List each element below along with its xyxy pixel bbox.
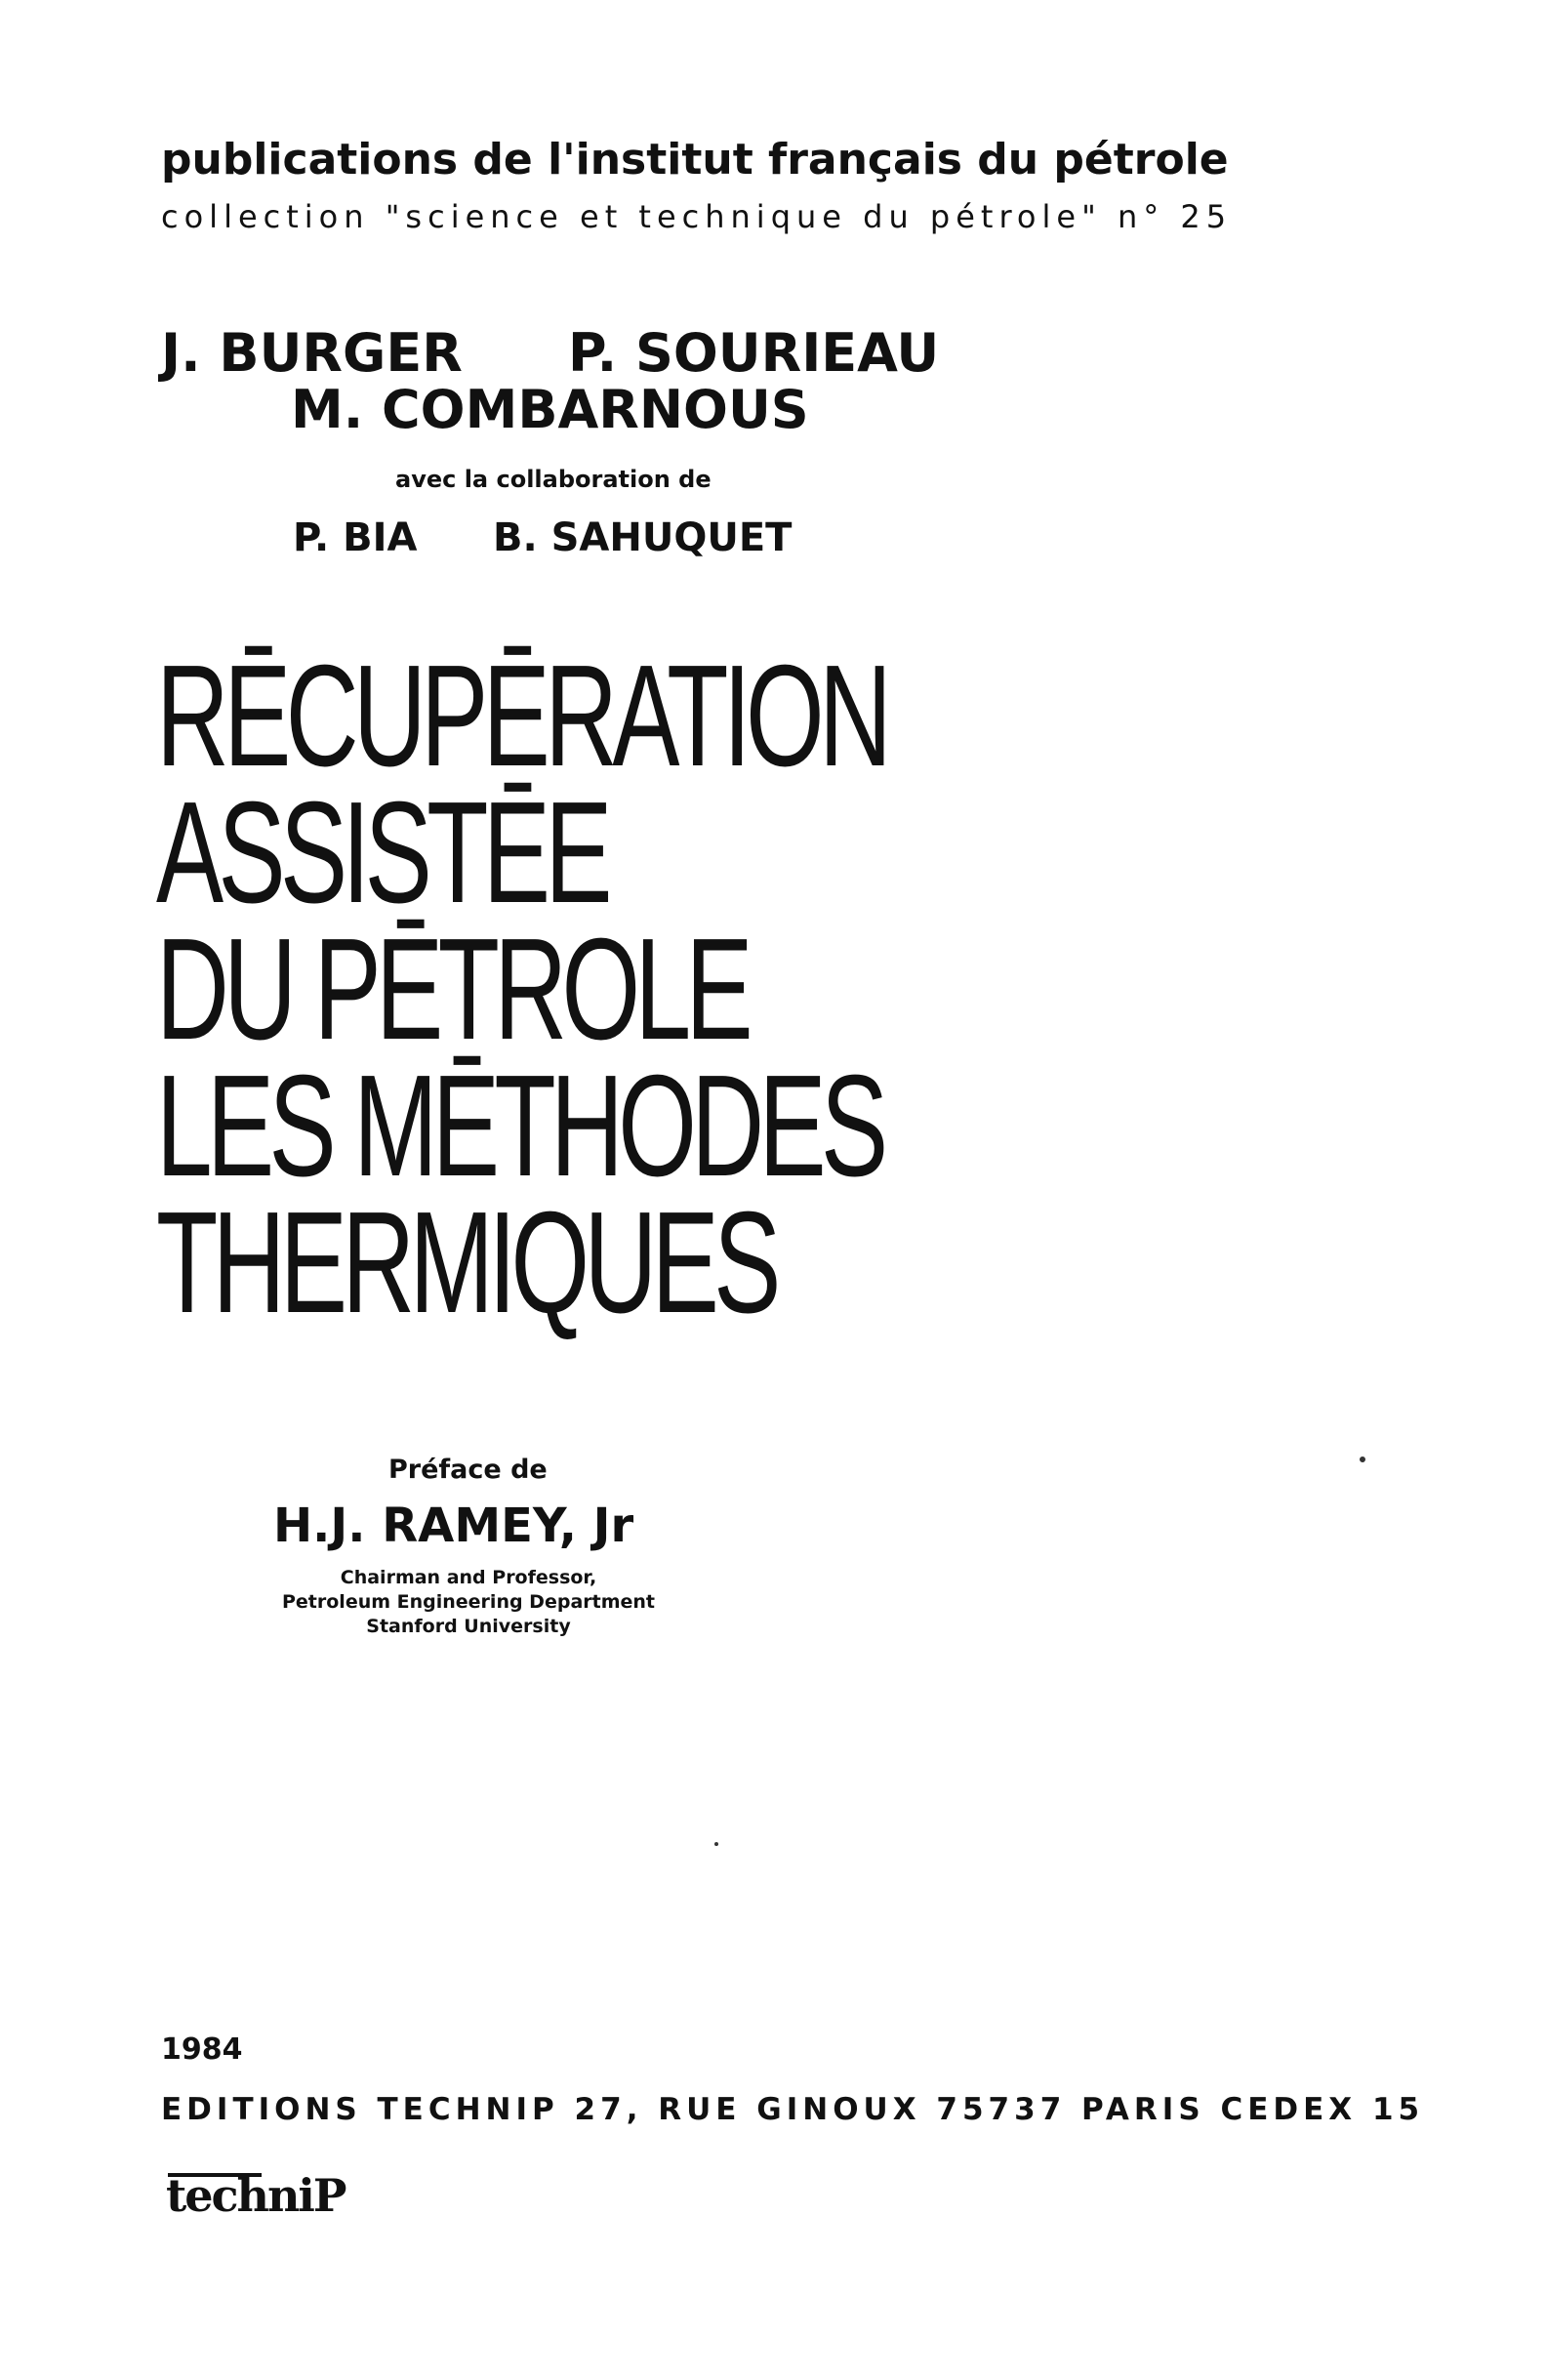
author-combarnous: M. COMBARNOUS: [291, 379, 809, 440]
author-burger: J. BURGER: [161, 322, 463, 384]
affiliation-line-2: Petroleum Engineering Department: [281, 1591, 656, 1613]
publisher-address: EDITIONS TECHNIP 27, RUE GINOUX 75737 PARIS CEDEX 15: [161, 2092, 1425, 2127]
technip-logo: techniP: [166, 2169, 346, 2222]
title-line-3: DU PĒTROLE: [156, 909, 749, 1070]
title-line-2: ASSISTĒE: [156, 772, 607, 933]
publication-year: 1984: [161, 2032, 243, 2067]
affiliation-line-1: Chairman and Professor,: [340, 1567, 597, 1588]
title-line-5: THERMIQUES: [156, 1182, 776, 1343]
preface-author: H.J. RAMEY, Jr: [273, 1498, 634, 1553]
series-title: publications de l'institut français du pétrole: [161, 135, 1229, 185]
speck-mark: [1360, 1457, 1365, 1462]
preface-label: Préface de: [388, 1455, 548, 1485]
affiliation-line-3: Stanford University: [366, 1616, 571, 1637]
collaboration-label: avec la collaboration de: [395, 466, 712, 493]
author-sourieau: P. SOURIEAU: [568, 322, 940, 384]
title-line-4: LES MĒTHODES: [156, 1046, 883, 1207]
collection-line: collection "science et technique du pétrole" n° 25: [161, 198, 1233, 235]
speck-mark: [714, 1842, 718, 1846]
title-line-1: RĒCUPĒRATION: [156, 636, 887, 797]
collaborator-sahuquet: B. SAHUQUET: [493, 515, 793, 560]
collaborator-bia: P. BIA: [293, 515, 418, 560]
